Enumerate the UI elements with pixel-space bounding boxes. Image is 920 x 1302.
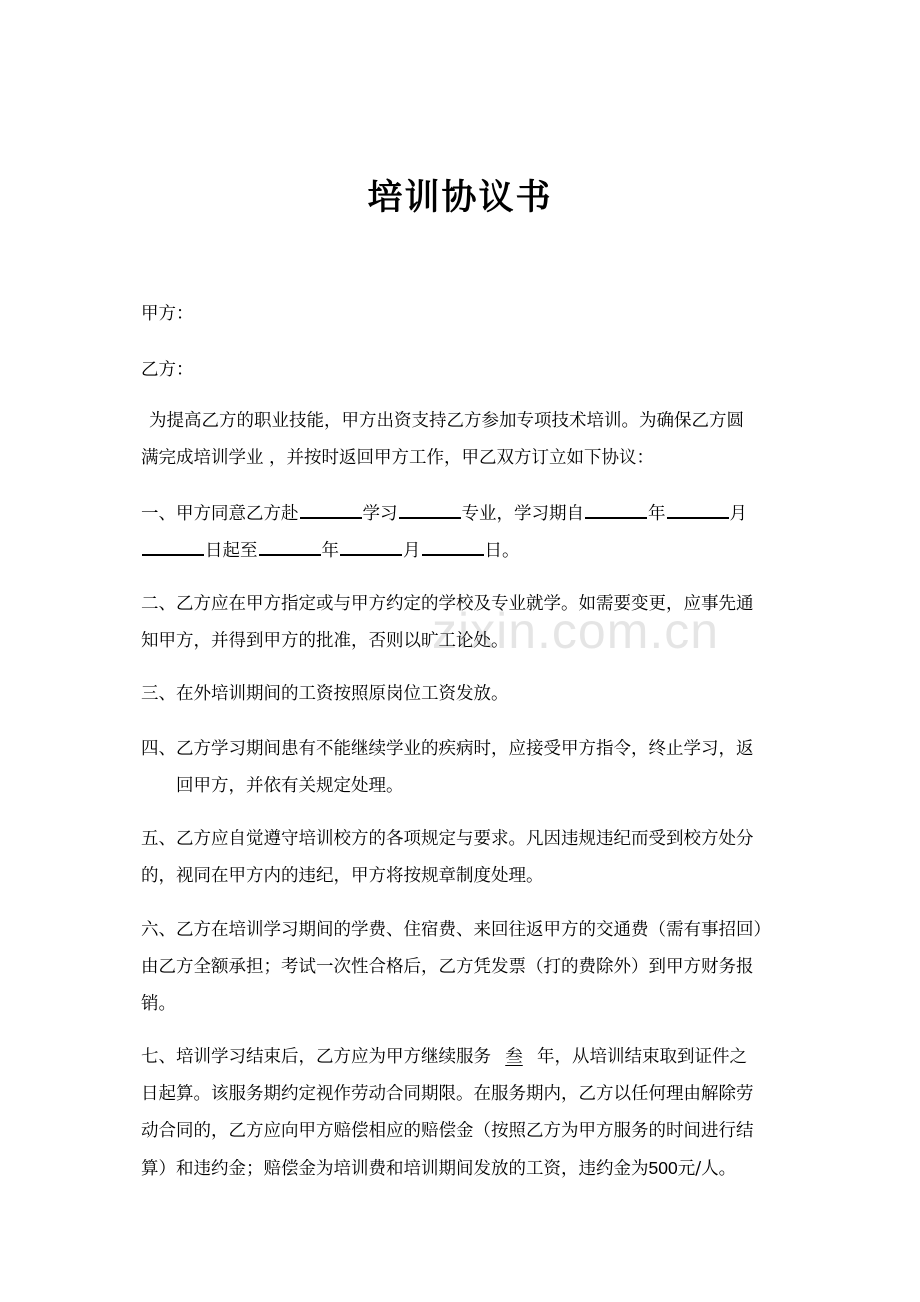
clause-3-line-1: 三、在外培训期间的工资按照原岗位工资发放。	[141, 684, 509, 704]
clause-3	[141, 676, 783, 713]
clause-1-text-1: 一、甲方同意乙方赴	[141, 504, 299, 524]
intro-line-1: 为提高乙方的职业技能，甲方出资支持乙方参加专项技术培训。为确保乙方圆	[149, 411, 744, 431]
end-day-blank[interactable]	[422, 537, 484, 556]
clause-2	[141, 586, 783, 660]
clause-1-text-7: 年	[321, 541, 339, 561]
document-title: 培训协议书	[367, 178, 553, 218]
destination-blank[interactable]	[300, 500, 362, 519]
start-month-blank[interactable]	[667, 500, 729, 519]
clause-7-line-4	[141, 1150, 783, 1188]
clause-6-line-2: 由乙方全额承担；考试一次性合格后，乙方凭发票（打的费除外）到甲方财务报	[141, 957, 754, 977]
clause-7-text-1c: 年，从培训结束取到证件之	[537, 1047, 747, 1067]
intro-line-2: 满完成培训学业 ，并按时返回甲方工作，甲乙双方订立如下协议：	[141, 448, 655, 468]
clause-5-line-2: 的，视同在甲方内的违纪，甲方将按规章制度处理。	[141, 866, 544, 886]
clause-2-line-2: 知甲方，并得到甲方的批准，否则以旷工论处。	[141, 631, 509, 651]
clause-6-line-3: 销。	[141, 994, 176, 1014]
party-b-label: 乙方：	[141, 360, 194, 380]
clause-7-line-2: 日起算。该服务期约定视作劳动合同期限。在服务期内，乙方以任何理由解除劳	[141, 1084, 754, 1104]
major-blank[interactable]	[399, 500, 461, 519]
clause-1-text-9: 日。	[484, 541, 520, 561]
clause-4-line-2: 回甲方，并依有关规定处理。	[176, 776, 404, 796]
clause-4	[141, 731, 783, 805]
party-a-label: 甲方：	[141, 304, 194, 324]
end-month-blank[interactable]	[340, 537, 402, 556]
clause-1-line-2	[141, 533, 783, 570]
clause-1-text-5: 月	[729, 504, 747, 524]
clause-7-text-4a: 算）和违约金；赔偿金为培训费和培训期间发放的工资，违约金为	[141, 1159, 649, 1179]
clause-5	[141, 821, 783, 895]
clause-2-line-1: 二、乙方应在甲方指定或与甲方约定的学校及专业就学。如需要变更，应事先通	[141, 594, 754, 614]
clause-4-line-1: 四、乙方学习期间患有不能继续学业的疾病时，应接受甲方指令，终止学习，返	[141, 739, 754, 759]
service-years-value: 叁	[505, 1047, 523, 1067]
clause-5-line-1: 五、乙方应自觉遵守培训校方的各项规定与要求。凡因违规违纪而受到校方处分	[141, 829, 754, 849]
clause-7-text-4c: 元/人。	[677, 1159, 737, 1179]
end-year-blank[interactable]	[259, 537, 321, 556]
start-year-blank[interactable]	[585, 500, 647, 519]
clause-1-line-1	[141, 496, 783, 533]
clause-7-text-1a: 七、培训学习结束后，乙方应为甲方继续服务	[141, 1047, 491, 1067]
clause-1-text-6: 日起至	[205, 541, 258, 561]
clause-1-text-2: 学习	[362, 504, 398, 524]
clause-1	[141, 496, 783, 570]
clause-1-text-4: 年	[648, 504, 666, 524]
clause-7-line-1	[141, 1039, 783, 1076]
clause-6-line-1: 六、乙方在培训学习期间的学费、住宿费、来回往返甲方的交通费（需有事招回）	[141, 920, 771, 940]
penalty-amount: 500	[648, 1158, 678, 1178]
start-day-blank[interactable]	[142, 537, 204, 556]
clause-1-text-8: 月	[403, 541, 421, 561]
clause-6	[141, 912, 783, 1023]
clause-7-line-3: 动合同的，乙方应向甲方赔偿相应的赔偿金（按照乙方为甲方服务的时间进行结	[141, 1121, 754, 1141]
intro-paragraph	[141, 403, 783, 477]
clause-1-text-3: 专业，学习期自	[461, 504, 584, 524]
watermark: zixin.com.cn	[432, 603, 720, 659]
clause-7	[141, 1039, 783, 1188]
